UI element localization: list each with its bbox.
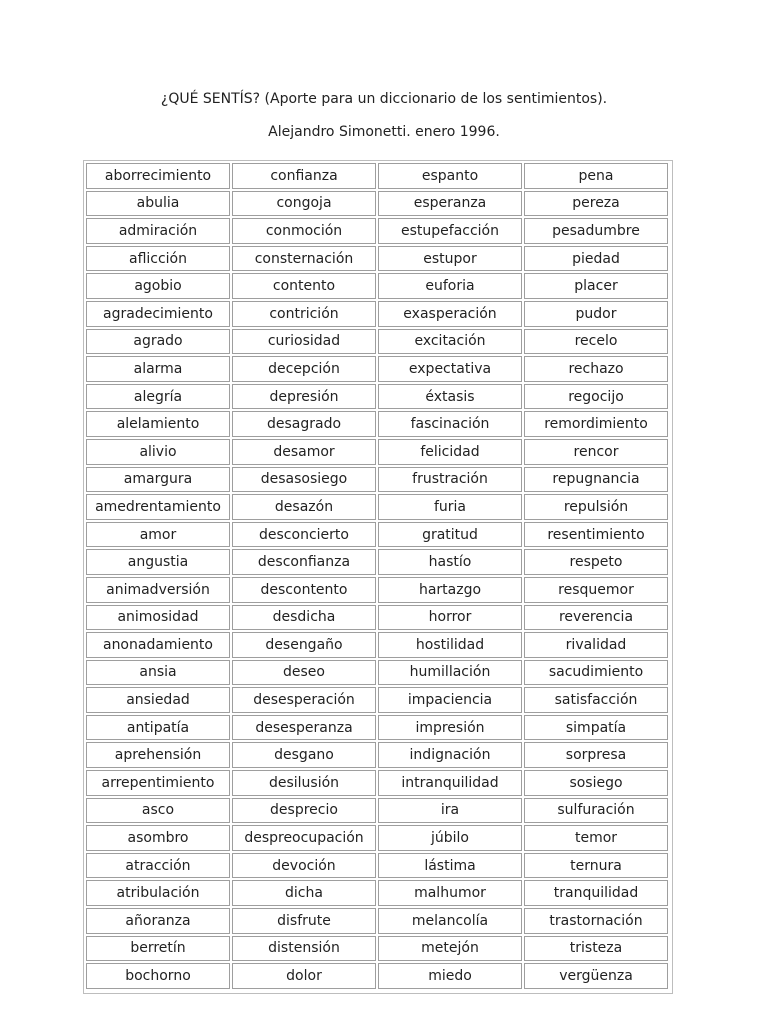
word-cell: aborrecimiento bbox=[86, 163, 230, 189]
word-cell: reverencia bbox=[524, 605, 668, 631]
table-row bbox=[86, 853, 668, 879]
word-cell: distensión bbox=[232, 936, 376, 962]
word-cell: amargura bbox=[86, 467, 230, 493]
table-row bbox=[86, 467, 668, 493]
word-cell: despreocupación bbox=[232, 825, 376, 851]
page-title: ¿QUÉ SENTÍS? (Aporte para un diccionario de los sentimientos). bbox=[160, 91, 608, 107]
feelings-table bbox=[84, 161, 670, 991]
word-cell: vergüenza bbox=[524, 963, 668, 989]
word-cell: fascinación bbox=[378, 411, 522, 437]
word-cell: asco bbox=[86, 798, 230, 824]
word-cell: ira bbox=[378, 798, 522, 824]
word-cell: espanto bbox=[378, 163, 522, 189]
table-row bbox=[86, 356, 668, 382]
word-cell: pereza bbox=[524, 191, 668, 217]
table-row bbox=[86, 218, 668, 244]
word-cell: expectativa bbox=[378, 356, 522, 382]
word-cell: piedad bbox=[524, 246, 668, 272]
word-cell: atribulación bbox=[86, 880, 230, 906]
word-cell: angustia bbox=[86, 549, 230, 575]
word-cell: humillación bbox=[378, 660, 522, 686]
word-cell: indignación bbox=[378, 742, 522, 768]
table-row bbox=[86, 163, 668, 189]
word-cell: resentimiento bbox=[524, 522, 668, 548]
word-cell: contento bbox=[232, 273, 376, 299]
word-cell: esperanza bbox=[378, 191, 522, 217]
word-cell: conmoción bbox=[232, 218, 376, 244]
feelings-table-container bbox=[83, 160, 673, 994]
word-cell: agrado bbox=[86, 329, 230, 355]
table-row bbox=[86, 632, 668, 658]
table-row bbox=[86, 246, 668, 272]
word-cell: satisfacción bbox=[524, 687, 668, 713]
table-row bbox=[86, 301, 668, 327]
word-cell: añoranza bbox=[86, 908, 230, 934]
word-cell: sacudimiento bbox=[524, 660, 668, 686]
table-row bbox=[86, 687, 668, 713]
word-cell: hostilidad bbox=[378, 632, 522, 658]
word-cell: metejón bbox=[378, 936, 522, 962]
word-cell: antipatía bbox=[86, 715, 230, 741]
word-cell: alarma bbox=[86, 356, 230, 382]
word-cell: resquemor bbox=[524, 577, 668, 603]
word-cell: tristeza bbox=[524, 936, 668, 962]
word-cell: estupefacción bbox=[378, 218, 522, 244]
word-cell: ansia bbox=[86, 660, 230, 686]
word-cell: amor bbox=[86, 522, 230, 548]
author-line: Alejandro Simonetti. enero 1996. bbox=[268, 124, 500, 140]
word-cell: sorpresa bbox=[524, 742, 668, 768]
table-row bbox=[86, 936, 668, 962]
word-cell: deseo bbox=[232, 660, 376, 686]
word-cell: simpatía bbox=[524, 715, 668, 741]
word-cell: descontento bbox=[232, 577, 376, 603]
word-cell: trastornación bbox=[524, 908, 668, 934]
table-row bbox=[86, 605, 668, 631]
word-cell: respeto bbox=[524, 549, 668, 575]
word-cell: abulia bbox=[86, 191, 230, 217]
table-row bbox=[86, 191, 668, 217]
word-cell: rechazo bbox=[524, 356, 668, 382]
word-cell: estupor bbox=[378, 246, 522, 272]
word-cell: bochorno bbox=[86, 963, 230, 989]
word-cell: exasperación bbox=[378, 301, 522, 327]
word-cell: pesadumbre bbox=[524, 218, 668, 244]
word-cell: atracción bbox=[86, 853, 230, 879]
word-cell: asombro bbox=[86, 825, 230, 851]
word-cell: admiración bbox=[86, 218, 230, 244]
table-row bbox=[86, 715, 668, 741]
word-cell: ternura bbox=[524, 853, 668, 879]
word-cell: melancolía bbox=[378, 908, 522, 934]
word-cell: desagrado bbox=[232, 411, 376, 437]
word-cell: felicidad bbox=[378, 439, 522, 465]
word-cell: desamor bbox=[232, 439, 376, 465]
word-cell: disfrute bbox=[232, 908, 376, 934]
word-cell: dicha bbox=[232, 880, 376, 906]
word-cell: ansiedad bbox=[86, 687, 230, 713]
word-cell: alegría bbox=[86, 384, 230, 410]
table-row bbox=[86, 577, 668, 603]
word-cell: desprecio bbox=[232, 798, 376, 824]
word-cell: hartazgo bbox=[378, 577, 522, 603]
word-cell: rencor bbox=[524, 439, 668, 465]
word-cell: amedrentamiento bbox=[86, 494, 230, 520]
word-cell: contrición bbox=[232, 301, 376, 327]
table-row bbox=[86, 798, 668, 824]
table-row bbox=[86, 329, 668, 355]
word-cell: agobio bbox=[86, 273, 230, 299]
word-cell: desgano bbox=[232, 742, 376, 768]
word-cell: aprehensión bbox=[86, 742, 230, 768]
word-cell: éxtasis bbox=[378, 384, 522, 410]
word-cell: aflicción bbox=[86, 246, 230, 272]
table-row bbox=[86, 273, 668, 299]
word-cell: repugnancia bbox=[524, 467, 668, 493]
word-cell: alivio bbox=[86, 439, 230, 465]
word-cell: furia bbox=[378, 494, 522, 520]
word-cell: temor bbox=[524, 825, 668, 851]
word-cell: pudor bbox=[524, 301, 668, 327]
word-cell: remordimiento bbox=[524, 411, 668, 437]
word-cell: arrepentimiento bbox=[86, 770, 230, 796]
word-cell: dolor bbox=[232, 963, 376, 989]
table-row bbox=[86, 963, 668, 989]
word-cell: anonadamiento bbox=[86, 632, 230, 658]
word-cell: desconfianza bbox=[232, 549, 376, 575]
word-cell: sulfuración bbox=[524, 798, 668, 824]
word-cell: devoción bbox=[232, 853, 376, 879]
word-cell: lástima bbox=[378, 853, 522, 879]
word-cell: desengaño bbox=[232, 632, 376, 658]
word-cell: decepción bbox=[232, 356, 376, 382]
table-row bbox=[86, 908, 668, 934]
word-cell: miedo bbox=[378, 963, 522, 989]
word-cell: curiosidad bbox=[232, 329, 376, 355]
table-row bbox=[86, 494, 668, 520]
word-cell: hastío bbox=[378, 549, 522, 575]
word-cell: alelamiento bbox=[86, 411, 230, 437]
word-cell: confianza bbox=[232, 163, 376, 189]
table-row bbox=[86, 742, 668, 768]
table-row bbox=[86, 384, 668, 410]
word-cell: excitación bbox=[378, 329, 522, 355]
table-row bbox=[86, 770, 668, 796]
word-cell: congoja bbox=[232, 191, 376, 217]
word-cell: agradecimiento bbox=[86, 301, 230, 327]
word-cell: intranquilidad bbox=[378, 770, 522, 796]
table-row bbox=[86, 825, 668, 851]
word-cell: impaciencia bbox=[378, 687, 522, 713]
word-cell: animosidad bbox=[86, 605, 230, 631]
word-cell: rivalidad bbox=[524, 632, 668, 658]
word-cell: repulsión bbox=[524, 494, 668, 520]
word-cell: desdicha bbox=[232, 605, 376, 631]
word-cell: pena bbox=[524, 163, 668, 189]
word-cell: depresión bbox=[232, 384, 376, 410]
word-cell: desesperación bbox=[232, 687, 376, 713]
word-cell: malhumor bbox=[378, 880, 522, 906]
word-cell: desconcierto bbox=[232, 522, 376, 548]
table-row bbox=[86, 880, 668, 906]
table-row bbox=[86, 522, 668, 548]
word-cell: desesperanza bbox=[232, 715, 376, 741]
word-cell: impresión bbox=[378, 715, 522, 741]
table-row bbox=[86, 549, 668, 575]
word-cell: sosiego bbox=[524, 770, 668, 796]
word-cell: júbilo bbox=[378, 825, 522, 851]
word-cell: desilusión bbox=[232, 770, 376, 796]
word-cell: desazón bbox=[232, 494, 376, 520]
table-row bbox=[86, 439, 668, 465]
table-row bbox=[86, 660, 668, 686]
table-row bbox=[86, 411, 668, 437]
word-cell: animadversión bbox=[86, 577, 230, 603]
word-cell: berretín bbox=[86, 936, 230, 962]
word-cell: frustración bbox=[378, 467, 522, 493]
word-cell: desasosiego bbox=[232, 467, 376, 493]
word-cell: tranquilidad bbox=[524, 880, 668, 906]
word-cell: recelo bbox=[524, 329, 668, 355]
word-cell: consternación bbox=[232, 246, 376, 272]
word-cell: gratitud bbox=[378, 522, 522, 548]
word-cell: placer bbox=[524, 273, 668, 299]
word-cell: regocijo bbox=[524, 384, 668, 410]
word-cell: euforia bbox=[378, 273, 522, 299]
word-cell: horror bbox=[378, 605, 522, 631]
